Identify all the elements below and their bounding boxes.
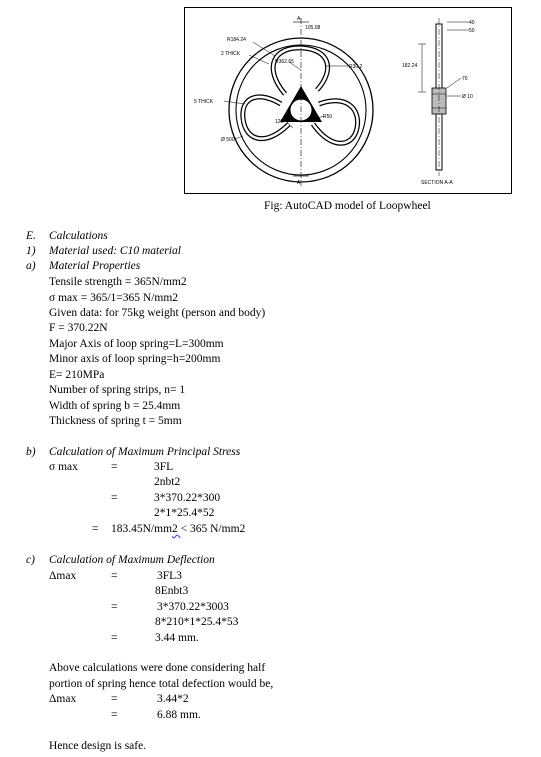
equals-sign: = <box>111 632 118 644</box>
deflection-denominator-values: 8*210*1*25.4*53 <box>155 616 239 628</box>
label-r362: R362.65 <box>275 59 294 65</box>
property-line: Tensile strength = 365N/mm2 <box>49 276 187 288</box>
label-50: 50 <box>469 28 475 34</box>
item-a-number: a) <box>26 260 36 272</box>
label-40: 40 <box>469 20 475 26</box>
section-title: Calculations <box>49 230 108 242</box>
label-120: 120 <box>275 119 284 125</box>
label-105: 105.08 <box>305 25 321 31</box>
deflection-lhs: Δmax <box>49 570 77 582</box>
label-section: SECTION A-A <box>421 180 453 186</box>
label-r50: R50 <box>323 114 333 120</box>
deflection-numerator: 3FL3 <box>157 570 182 582</box>
label-a-top: A <box>297 16 301 22</box>
equals-sign: = <box>111 693 118 705</box>
stress-lhs: σ max <box>49 461 78 473</box>
label-182: 182.24 <box>402 63 418 69</box>
equals-sign: = <box>111 570 118 582</box>
deflection-result: 3.44 mm. <box>155 632 199 644</box>
stress-denominator: 2nbt2 <box>154 476 181 488</box>
property-line: σ max = 365/1=365 N/mm2 <box>49 292 179 304</box>
note-line: portion of spring hence total defection would be, <box>49 678 274 690</box>
label-70: 70 <box>462 76 468 82</box>
property-line: Thickness of spring t = 5mm <box>49 415 182 427</box>
label-d10: Ø 10 <box>462 94 473 100</box>
wheel-front-view <box>224 18 373 186</box>
property-line: Width of spring b = 25.4mm <box>49 400 181 412</box>
loopwheel-drawing <box>185 8 513 195</box>
stress-numerator-values: 3*370.22*300 <box>154 492 221 504</box>
stress-title: Calculation of Maximum Principal Stress <box>49 446 241 458</box>
item-1-number: 1) <box>26 245 36 257</box>
item-b-number: b) <box>26 446 36 458</box>
equals-sign: = <box>92 523 99 535</box>
equals-sign: = <box>111 601 118 613</box>
stress-numerator: 3FL <box>154 461 174 473</box>
stress-result-compare: < 365 N/mm2 <box>180 523 246 535</box>
loopwheel-figure <box>184 7 512 194</box>
conclusion: Hence design is safe. <box>49 740 147 752</box>
item-c-number: c) <box>26 554 35 566</box>
material-properties-title: Material Properties <box>49 260 141 272</box>
deflection-denominator: 8Enbt3 <box>155 585 189 597</box>
section-number: E. <box>26 230 36 242</box>
property-line: Given data: for 75kg weight (person and body) <box>49 307 266 319</box>
material-used: Material used: C10 material <box>49 245 181 257</box>
label-2-thick: 2 THICK <box>221 51 241 57</box>
property-line: Number of spring strips, n= 1 <box>49 384 186 396</box>
stress-result <box>111 522 245 536</box>
label-r30: R30.2 <box>349 64 363 70</box>
property-line: F = 370.22N <box>49 322 108 334</box>
stress-result-value: 183.45N/mm <box>111 523 173 535</box>
figure-caption: Fig: AutoCAD model of Loopwheel <box>264 200 431 212</box>
total-deflection-result: 6.88 mm. <box>157 709 201 721</box>
total-deflection-lhs: Δmax <box>49 693 77 705</box>
equals-sign: = <box>111 461 118 473</box>
stress-result-unit: 2 <box>172 523 181 535</box>
property-line: Major Axis of loop spring=L=300mm <box>49 338 224 350</box>
stress-denominator-values: 2*1*25.4*52 <box>154 507 215 519</box>
equals-sign: = <box>111 492 118 504</box>
total-deflection-expression: 3.44*2 <box>157 693 189 705</box>
label-r184: R184.24 <box>227 37 246 43</box>
equals-sign: = <box>111 709 118 721</box>
deflection-title: Calculation of Maximum Deflection <box>49 554 215 566</box>
label-d500: Ø 500 <box>221 137 235 143</box>
property-line: Minor axis of loop spring=h=200mm <box>49 353 221 365</box>
property-line: E= 210MPa <box>49 369 105 381</box>
deflection-numerator-values: 3*370.22*3003 <box>157 601 229 613</box>
label-a-bottom: A <box>297 180 301 186</box>
note-line: Above calculations were done considering half <box>49 662 266 674</box>
label-5-thick: 5 THICK <box>194 99 214 105</box>
